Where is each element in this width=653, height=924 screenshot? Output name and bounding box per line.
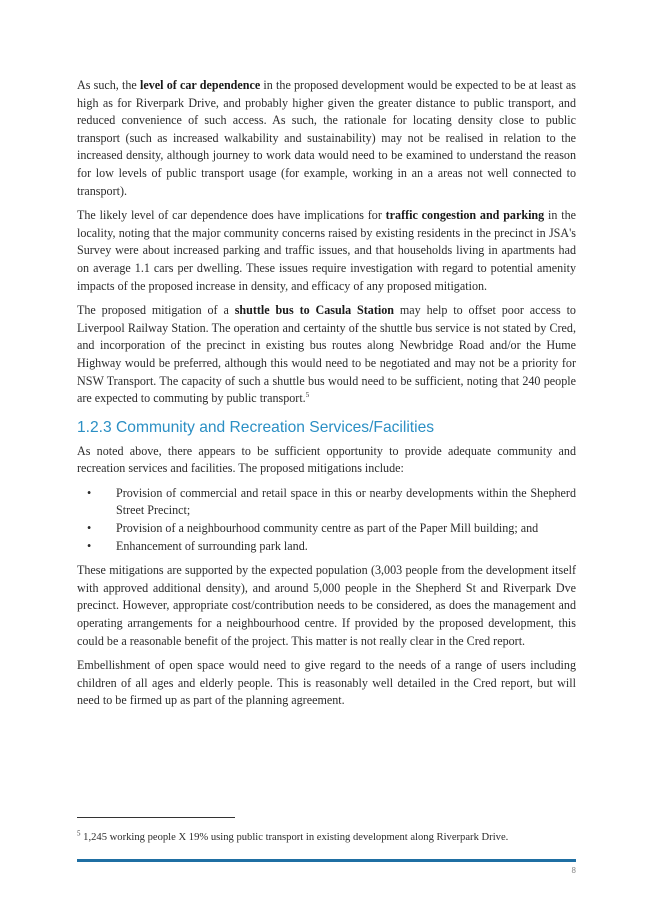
list-item-text: Provision of a neighbourhood community centre as part of the Paper Mill building; and: [116, 521, 539, 536]
list-item: [77, 485, 576, 520]
text: As such, the: [77, 78, 141, 92]
text: The proposed mitigation of a: [77, 303, 235, 318]
list-item-text: Provision of commercial and retail space in this or nearby developments within the Shepherd Street Precinct;: [116, 485, 576, 518]
paragraph-shuttle-bus: [77, 302, 576, 408]
paragraph-traffic-parking: [77, 207, 576, 295]
bullet-icon: •: [87, 538, 92, 553]
section-heading: 1.2.3 Community and Recreation Services/Facilities: [77, 418, 435, 436]
list-item: [77, 538, 576, 556]
list-item: [77, 520, 576, 538]
footnote: [77, 831, 576, 845]
paragraph-community-intro: As noted above, there appears to be sufficient opportunity to provide adequate community and recreation services and facilities. The proposed mitigations include:: [77, 443, 576, 476]
text: The likely level of car dependence does have implications for: [77, 208, 386, 223]
document-body: [77, 77, 576, 717]
footnote-text: 1,245 working people X 19% using public transport in existing development along Riverpark Drive.: [80, 832, 509, 843]
footer-bar: [77, 859, 576, 862]
bold-term: level of car dependence: [140, 78, 261, 92]
text: may help to offset poor access to Liverpool Railway Station. The operation and certainty of the shuttle bus service is not stated by Cred, and incorporation of the precinct in existing bus routes along Newbridge Road and/or the Hume Highway would be preferred, although this would need to be negotiated and may not be a priority for NSW Transport. The capacity of such a shuttle bus would need to be sufficient, noting that 240 people are expected to commuting by public transport.: [77, 303, 576, 406]
text: in the proposed development would be expected to be at least as high as for Riverpark Drive, and probably higher given the greater distance to public transport, and reduced convenience of such access. As such, the rationale for locating density close to public transport (such as increased walkability and sustainability) may not be realised in relation to the increased density, although journey to work data would need to be examined to understand the reason for low levels of public transport usage (for example, working in an a areas not well connected to transport).: [77, 78, 577, 198]
paragraph-population: These mitigations are supported by the expected population (3,003 people from the development itself with approved additional density), and around 5,000 people in the Shepherd St and Riverpark Dve precinct. However, appropriate cost/contribution needs to be considered, as does the management and operating arrangements for a neighbourhood centre. If provided by the proposed development, this could be a reasonable benefit of the project. This matter is not really clear in the Cred report.: [77, 563, 576, 648]
bold-term: traffic congestion and parking: [385, 208, 545, 223]
bold-term: shuttle bus to Casula Station: [234, 303, 394, 318]
paragraph-open-space: Embellishment of open space would need to give regard to the needs of a range of users including children of all ages and elderly people. This is reasonably well detailed in the Cred report, but will need to be firmed up as part of the planning agreement.: [77, 658, 576, 708]
footnote-reference[interactable]: 5: [305, 391, 310, 400]
bullet-icon: •: [87, 521, 92, 536]
footnote-divider: [77, 817, 235, 818]
text: in the locality, noting that the major community concerns raised by existing residents in the precinct in JSA's Survey were about increased parking and traffic issues, and that households living in apartments had on average 1.1 cars per dwelling. These issues require investigation with regard to potential amenity impacts of the proposed increase in density, and efficacy of any proposed mitigation.: [77, 208, 576, 293]
mitigations-list: [77, 485, 576, 555]
footnote-marker: 5: [77, 829, 81, 838]
paragraph-car-dependence: [77, 77, 576, 200]
page-number: 8: [571, 866, 576, 875]
bullet-icon: •: [87, 485, 92, 500]
list-item-text: Enhancement of surrounding park land.: [116, 538, 308, 553]
